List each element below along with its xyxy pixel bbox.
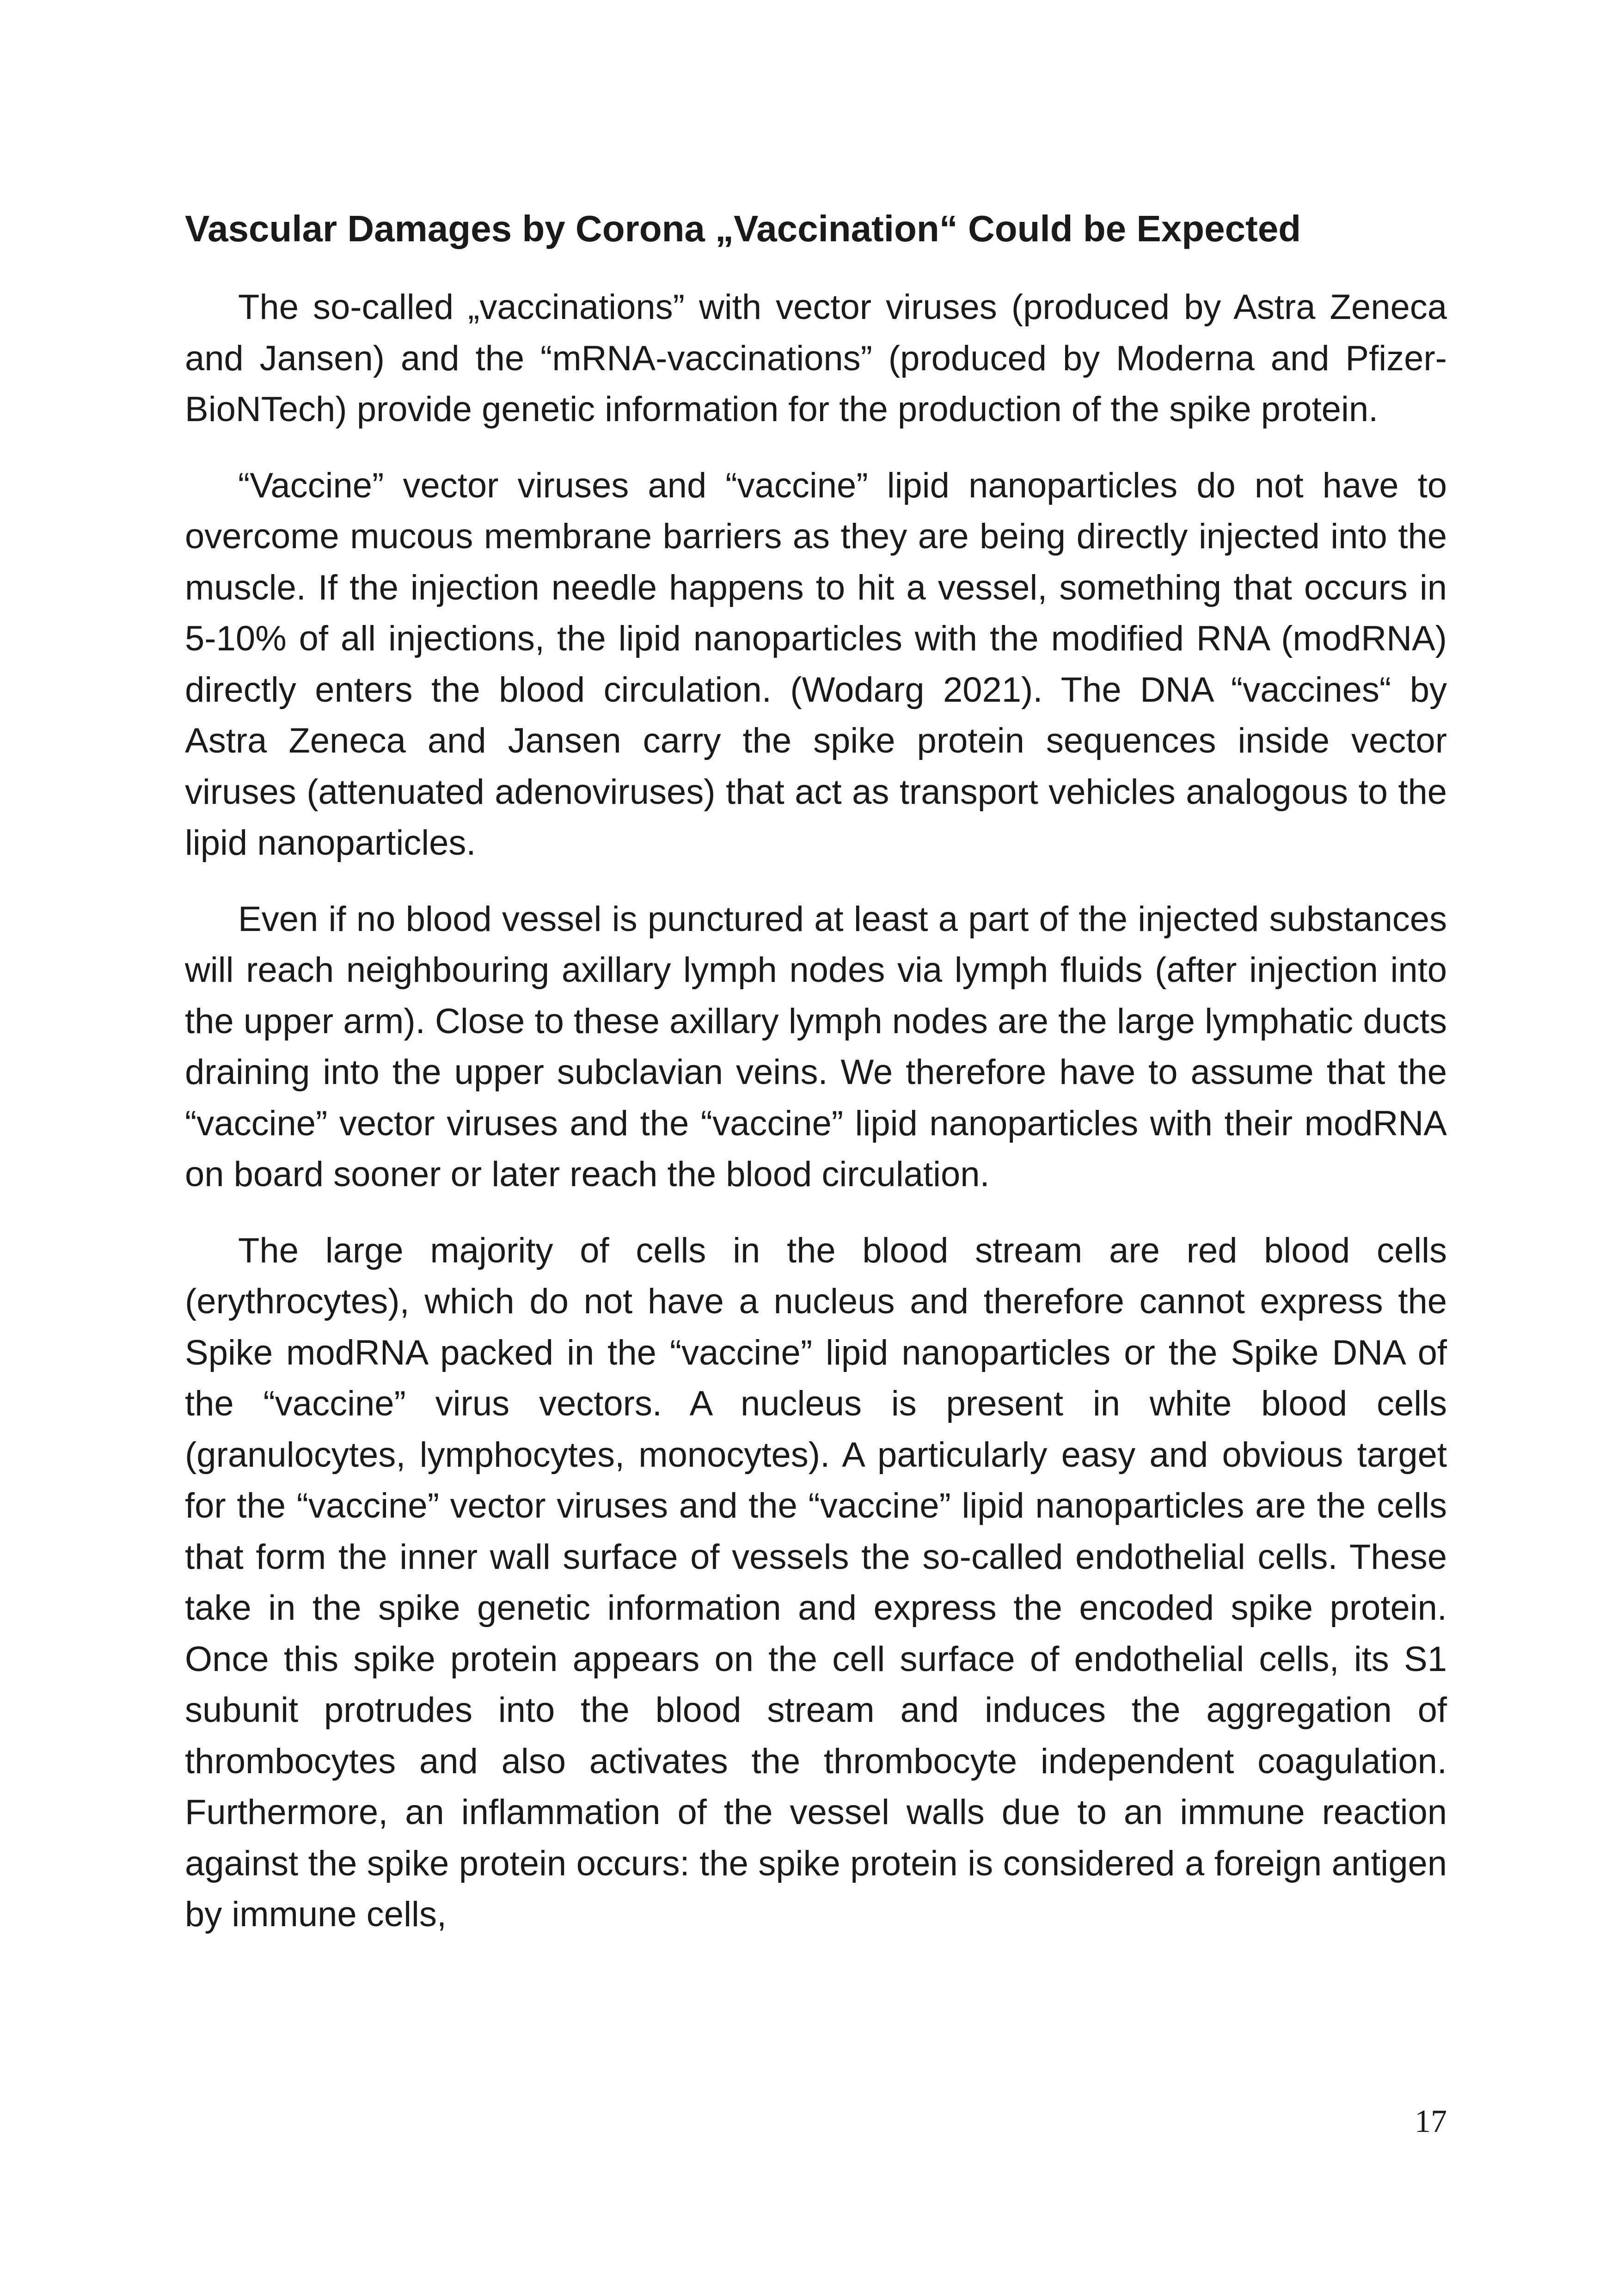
document-page — [185, 0, 1447, 2296]
section-heading: Vascular Damages by Corona „Vaccination“ Could be Expected — [185, 208, 1301, 249]
body-text — [185, 282, 1447, 1965]
paragraph-3: Even if no blood vessel is punctured at least a part of the injected substances will reach neighbouring axillary lymph nodes via lymph fluids (after injection into the upper arm). Close to these axillary lymph nodes are the large lymphatic ducts draining into the upper subclavian veins. We therefore have to assume that the “vaccine” vector viruses and the “vaccine” lipid nanoparticles with their modRNA on board sooner or later reach the blood circulation. — [185, 899, 1447, 1194]
page-number: 17 — [1415, 2104, 1447, 2139]
paragraph-2: “Vaccine” vector viruses and “vaccine” lipid nanoparticles do not have to overcome mucous membrane barriers as they are being directly injected into the muscle. If the injection needle happens to hit a vessel, something that occurs in 5-10% of all injections, the lipid nanoparticles with the modified RNA (modRNA) directly enters the blood circulation. (Wodarg 2021). The DNA “vaccines“ by Astra Zeneca and Jansen carry the spike protein sequences inside vector viruses (attenuated adenoviruses) that act as transport vehicles analogous to the lipid nanoparticles. — [185, 465, 1447, 863]
paragraph-4: The large majority of cells in the blood stream are red blood cells (erythrocytes), which do not have a nucleus and therefore cannot express the Spike modRNA packed in the “vaccine” lipid nanoparticles or the Spike DNA of the “vaccine” virus vectors. A nucleus is present in white blood cells (granulocytes, lymphocytes, monocytes). A particularly easy and obvious target for the “vaccine” vector viruses and the “vaccine” lipid nanoparticles are the cells that form the inner wall surface of vessels the so-called endothelial cells. These take in the spike genetic information and express the encoded spike protein. Once this spike protein appears on the cell surface of endothelial cells, its S1 subunit protrudes into the blood stream and induces the aggregation of thrombocytes and also activates the thrombocyte independent coagulation. Furthermore, an inflammation of the vessel walls due to an immune reaction against the spike protein occurs: the spike protein is considered a foreign antigen by immune cells, — [185, 1231, 1447, 1934]
paragraph-1: The so-called „vaccinations” with vector viruses (produced by Astra Zeneca and Jansen) and the “mRNA-vaccinations” (produced by Moderna and Pfizer-BioNTech) provide genetic information for the production of the spike protein. — [185, 288, 1447, 429]
